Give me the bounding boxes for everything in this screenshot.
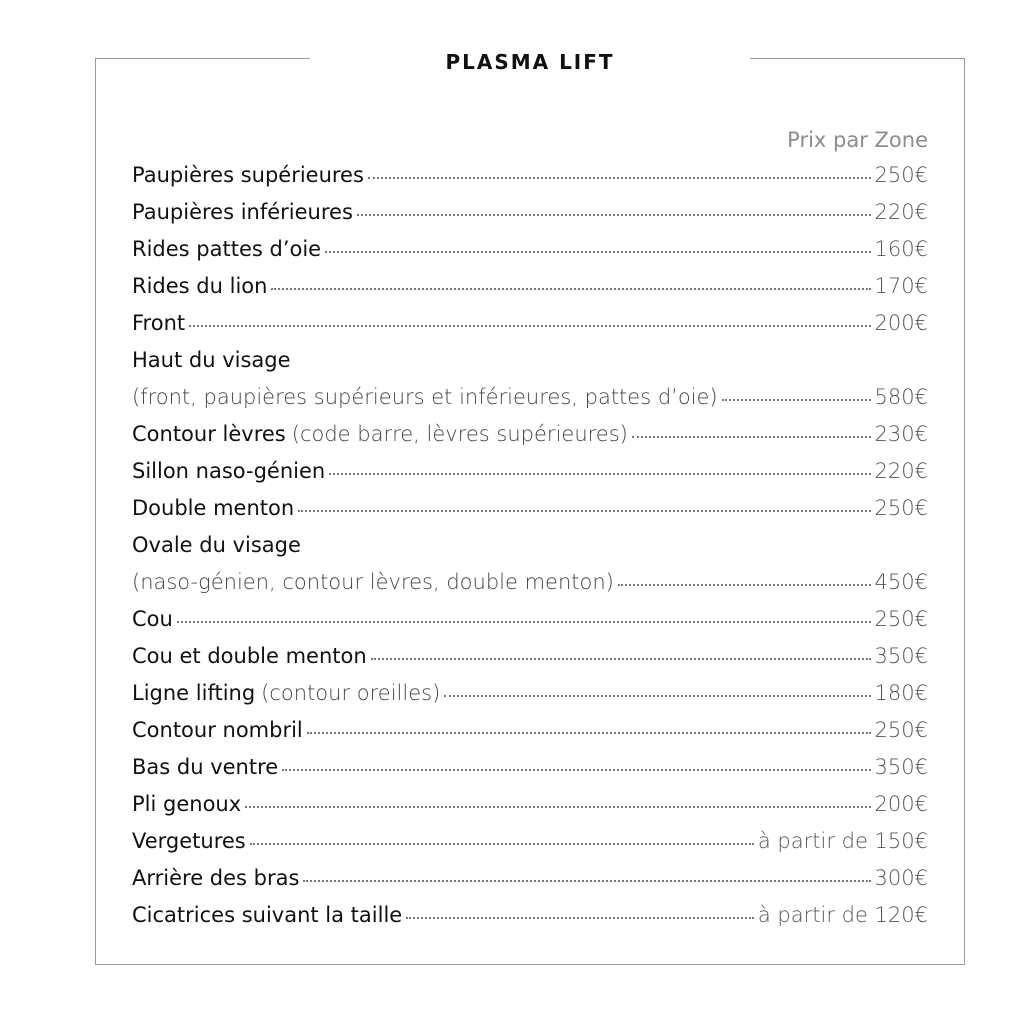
list-item	[132, 792, 928, 829]
list-item	[132, 644, 928, 681]
item-price: 250€	[874, 496, 928, 520]
list-item	[132, 903, 928, 940]
item-price: 300€	[874, 866, 928, 890]
list-item	[132, 459, 928, 496]
list-item	[132, 385, 928, 422]
dot-leader	[368, 177, 871, 179]
price-column-header: Prix par Zone	[787, 128, 928, 152]
item-detail: (contour oreilles)	[261, 681, 441, 705]
list-item	[132, 718, 928, 755]
item-name: Cou	[132, 607, 173, 631]
list-item	[132, 163, 928, 200]
item-name: Ovale du visage	[132, 533, 301, 557]
item-price: 230€	[874, 422, 928, 446]
list-item	[132, 422, 928, 459]
item-name: Front	[132, 311, 186, 335]
list-item	[132, 348, 928, 385]
dot-leader	[329, 473, 870, 475]
list-item	[132, 274, 928, 311]
item-name: Bas du ventre	[132, 755, 279, 779]
item-name: Cicatrices suivant la taille	[132, 903, 403, 927]
dot-leader	[307, 732, 871, 734]
item-name: Paupières supérieures	[132, 163, 364, 187]
item-name: Cou et double menton	[132, 644, 367, 668]
price-list	[132, 163, 928, 940]
item-name: Ligne lifting	[132, 681, 256, 705]
item-price: 170€	[874, 274, 928, 298]
list-item	[132, 496, 928, 533]
item-name: Contour nombril	[132, 718, 303, 742]
page-title: PLASMA LIFT	[445, 50, 615, 74]
item-price: 220€	[874, 200, 928, 224]
item-name: Vergetures	[132, 829, 246, 853]
list-item	[132, 200, 928, 237]
dot-leader	[371, 658, 871, 660]
item-price: à partir de 120€	[757, 903, 928, 927]
item-name: (naso-génien, contour lèvres, double menton)	[132, 570, 614, 594]
item-name: Haut du visage	[132, 348, 291, 372]
list-item	[132, 607, 928, 644]
list-item	[132, 533, 928, 570]
item-name: Sillon naso-génien	[132, 459, 326, 483]
dot-leader	[189, 325, 870, 327]
dot-leader	[444, 695, 870, 697]
item-name: (front, paupières supérieurs et inférieures, pattes d’oie)	[132, 385, 718, 409]
dot-leader	[303, 880, 870, 882]
dot-leader	[722, 399, 871, 401]
list-item	[132, 755, 928, 792]
dot-leader	[357, 214, 871, 216]
dot-leader	[406, 917, 754, 919]
item-price: 250€	[874, 607, 928, 631]
item-price: 580€	[874, 385, 928, 409]
item-price: 200€	[874, 311, 928, 335]
item-price: 200€	[874, 792, 928, 816]
dot-leader	[245, 806, 870, 808]
item-price: 250€	[874, 718, 928, 742]
dot-leader	[282, 769, 870, 771]
dot-leader	[618, 584, 871, 586]
item-name: Rides pattes d’oie	[132, 237, 322, 261]
item-price: 160€	[874, 237, 928, 261]
item-name: Arrière des bras	[132, 866, 300, 890]
item-name: Rides du lion	[132, 274, 268, 298]
list-item	[132, 311, 928, 348]
dot-leader	[632, 436, 871, 438]
item-name: Contour lèvres	[132, 422, 286, 446]
dot-leader	[298, 510, 870, 512]
item-detail: (code barre, lèvres supérieures)	[291, 422, 628, 446]
list-item	[132, 866, 928, 903]
item-name: Double menton	[132, 496, 295, 520]
list-item	[132, 570, 928, 607]
item-price: 350€	[874, 755, 928, 779]
item-price: 450€	[874, 570, 928, 594]
item-price: 180€	[874, 681, 928, 705]
item-price: 220€	[874, 459, 928, 483]
list-item	[132, 829, 928, 866]
list-item	[132, 681, 928, 718]
item-name: Paupières inférieures	[132, 200, 353, 224]
item-price: 250€	[874, 163, 928, 187]
item-price: 350€	[874, 644, 928, 668]
dot-leader	[325, 251, 870, 253]
item-name: Pli genoux	[132, 792, 242, 816]
dot-leader	[250, 843, 754, 845]
item-price: à partir de 150€	[757, 829, 928, 853]
list-item	[132, 237, 928, 274]
dot-leader	[271, 288, 870, 290]
dot-leader	[177, 621, 871, 623]
